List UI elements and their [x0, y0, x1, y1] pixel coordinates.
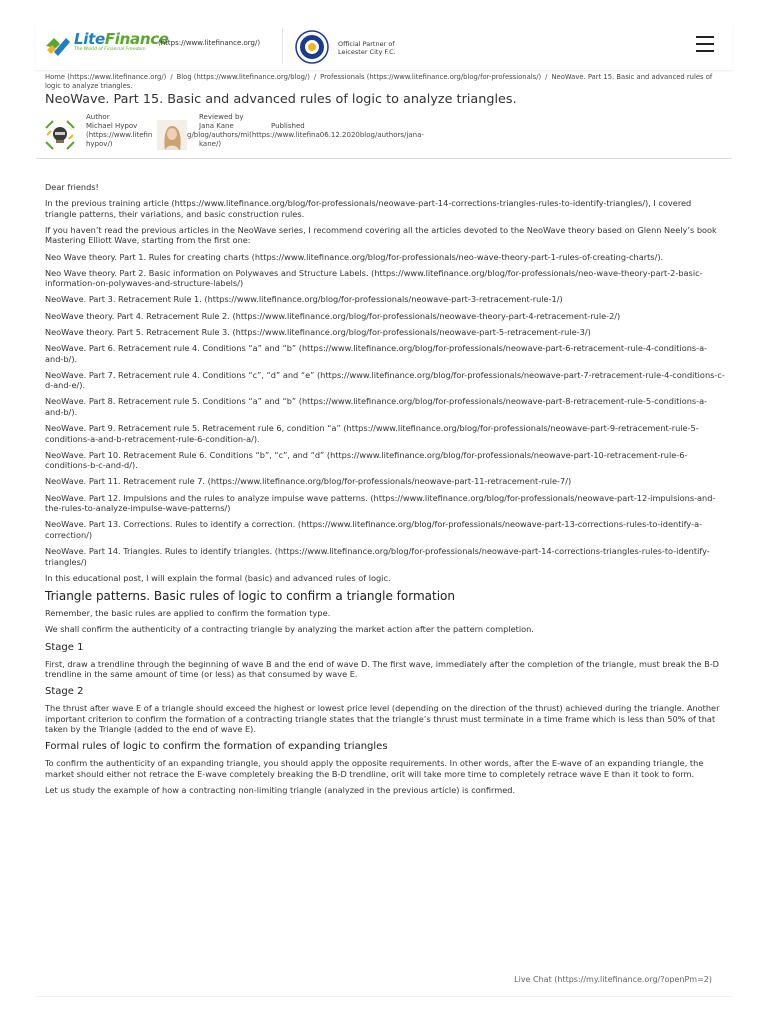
- breadcrumb-professionals[interactable]: Professionals (https://www.litefinance.org/blog/for-professionals/): [320, 73, 542, 81]
- author-avatar[interactable]: [45, 120, 75, 150]
- footer-divider: [36, 996, 732, 997]
- series-link-part-11[interactable]: NeoWave. Part 11. Retracement rule 7. (https://www.litefinance.org/blog/for-professionals/neowave-part-11-retracement-rule-7/): [45, 476, 572, 487]
- partner-text: [338, 40, 396, 56]
- published-label: Published: [271, 122, 305, 130]
- partner-line-1: Official Partner of: [338, 40, 395, 48]
- series-link-part-4[interactable]: NeoWave theory. Part 4. Retracement Rule 2. (https://www.litefinance.org/blog/for-professionals/neowave-theory-part-4-retracement-rule-2/): [45, 310, 621, 321]
- series-link-part-13[interactable]: NeoWave. Part 13. Corrections. Rules to identify a correction. (https://www.litefinance.org/blog/for-professionals/neowave-part-13-corrections-rules-to-identify-a-correction/): [45, 519, 703, 540]
- menu-icon[interactable]: [696, 36, 714, 52]
- series-link-part-10[interactable]: NeoWave. Part 10. Retracement Rule 6. Conditions “b”, “c”, and “d” (https://www.litefinance.org/blog/for-professionals/neowave-part-10-retracement-rule-6-conditions-b-c-and-d/).: [45, 449, 688, 471]
- paragraph-recommend: If you haven’t read the previous articles in the NeoWave series, I recommend covering all the articles devoted to the NeoWave theory based on Glenn Neely’s book Mastering Elliott Wave, starting from the first one:: [45, 224, 717, 246]
- author-link-part-1[interactable]: (https://www.litefin: [86, 131, 153, 139]
- partner-line-2: Leicester City F.C.: [338, 48, 396, 56]
- breadcrumb: Home (https://www.litefinance.org/) / Blog (https://www.litefinance.org/blog/) / Professionals (https://www.litefinance.org/blog/for-professionals/) / NeoWave. Part 15. Basic and advanced rules of logic to analyze triangles.: [45, 73, 713, 90]
- article-body: [45, 182, 725, 801]
- logo-tagline: The World of Financial Freedom: [74, 47, 146, 52]
- page-title: NeoWave. Part 15. Basic and advanced rules of logic to analyze triangles.: [45, 92, 517, 107]
- series-link-part-12[interactable]: NeoWave. Part 12. Impulsions and the rules to analyze impulse wave patterns. (https://www.litefinance.org/blog/for-professionals/neowave-part-12-impulsions-and-the-rules-to-analyze-impulse-wave-patterns/): [45, 492, 716, 514]
- site-header: [36, 24, 732, 70]
- reviewer-name[interactable]: Jana Kane: [199, 122, 234, 130]
- series-link-part-2[interactable]: Neo Wave theory. Part 2. Basic information on Polywaves and Structure Labels. (https://www.litefinance.org/blog/for-professionals/neo-wave-theory-part-2-basic-information-on-polywaves-and-structure-labels/): [45, 267, 703, 289]
- logo-url-link[interactable]: (https://www.litefinance.org/): [158, 39, 261, 47]
- series-link-part-5[interactable]: NeoWave theory. Part 5. Retracement Rule 3. (https://www.litefinance.org/blog/for-professionals/neowave-part-5-retracement-rule-3/): [45, 326, 591, 337]
- series-link-part-7[interactable]: NeoWave. Part 7. Retracement rule 4. Conditions “c”, “d” and “e” (https://www.litefinance.org/blog/for-professionals/neowave-part-7-retracement-rule-4-conditions-c-d-and-e/).: [45, 369, 725, 391]
- site-logo[interactable]: [44, 32, 169, 58]
- series-link-part-3[interactable]: NeoWave. Part 3. Retracement Rule 1. (https://www.litefinance.org/blog/for-professionals/neowave-part-3-retracement-rule-1/): [45, 294, 563, 305]
- author-label: Author: [86, 113, 110, 121]
- paragraph-confirm: We shall confirm the authenticity of a contracting triangle by analyzing the market action after the pattern completion.: [45, 624, 534, 635]
- paragraph-intro: Dear friends!: [45, 182, 99, 192]
- author-link-part-2[interactable]: hypov/): [86, 140, 113, 148]
- heading-stage-2: Stage 2: [45, 686, 84, 698]
- meta-divider: [36, 158, 732, 159]
- series-link-part-9[interactable]: NeoWave. Part 9. Retracement rule 5. Retracement rule 6, condition “a” (https://www.litefinance.org/blog/for-professionals/neowave-part-9-retracement-rule-5-conditions-a-and-b-retracement-rule-6-condition-a/).: [45, 423, 699, 444]
- reviewer-avatar[interactable]: [157, 120, 187, 150]
- paragraph-remember: Remember, the basic rules are applied to confirm the formation type.: [45, 608, 331, 619]
- series-link-part-8[interactable]: NeoWave. Part 8. Retracement rule 5. Conditions “a” and “b” (https://www.litefinance.org/blog/for-professionals/neowave-part-8-retracement-rule-5-conditions-a-and-b/).: [45, 396, 708, 417]
- breadcrumb-current: NeoWave. Part 15. Basic and advanced rules of logic to analyze triangles.: [45, 73, 713, 90]
- reviewer-label: Reviewed by: [199, 113, 244, 121]
- logo-name: [74, 32, 169, 47]
- heading-expanding-triangles: Formal rules of logic to confirm the formation of expanding triangles: [45, 741, 388, 753]
- series-link-part-14[interactable]: NeoWave. Part 14. Triangles. Rules to identify triangles. (https://www.litefinance.org/blog/for-professionals/neowave-part-14-corrections-triangles-rules-to-identify-triangles/): [45, 546, 710, 567]
- leicester-crest-icon[interactable]: [294, 30, 330, 68]
- paragraph-study: Let us study the example of how a contracting non-limiting triangle (analyzed in the previous article) is confirmed.: [45, 785, 516, 796]
- paragraph-stage-1: First, draw a trendline through the beginning of wave B and the end of wave D. The first wave, immediately after the completion of the triangle, must break the B-D trendline in the same amount of time (or less) as that consumed by wave E.: [45, 658, 719, 680]
- series-link-part-6[interactable]: NeoWave. Part 6. Retracement rule 4. Conditions “a” and “b” (https://www.litefinance.org/blog/for-professionals/neowave-part-6-retracement-rule-4-conditions-a-and-b/).: [45, 343, 708, 364]
- heading-stage-1: Stage 1: [45, 641, 84, 653]
- header-divider: [282, 28, 283, 64]
- author-link-overlap[interactable]: g/blog/authors/mi(https://www.litefina06.12.2020blog/authors/jana-: [187, 131, 424, 139]
- breadcrumb-blog[interactable]: Blog (https://www.litefinance.org/blog/): [176, 73, 310, 81]
- reviewer-link-part-2[interactable]: kane/): [199, 140, 222, 148]
- paragraph-expanding: To confirm the authenticity of an expanding triangle, you should apply the opposite requirements. In other words, after the E-wave of an expanding triangle, the market should either not retrace the E-wave completely breaking the B-D trendline, orit will take more time to completely retrace wave E than it took to form.: [45, 758, 704, 779]
- logo-name-part-2: Finance: [104, 30, 169, 48]
- series-link-part-1[interactable]: Neo Wave theory. Part 1. Rules for creating charts (https://www.litefinance.org/blog/for-professionals/neo-wave-theory-part-1-rules-of-creating-charts/).: [45, 251, 664, 262]
- paragraph-previous-article[interactable]: In the previous training article (https://www.litefinance.org/blog/for-professionals/neowave-part-14-corrections-triangles-rules-to-identify-triangles/), I covered triangle patterns, their variations, and basic construction rules.: [45, 198, 692, 219]
- paragraph-stage-2: The thrust after wave E of a triangle should exceed the highest or lowest price level (depending on the direction of the thrust) achieved during the triangle. Another important criterion to confirm the formation of a contracting triangle states that the triangle’s thrust must terminate in a time frame which is less than 50% of that taken by the Triangle (added to the end of wave E).: [45, 703, 720, 735]
- litefinance-logo-icon: [44, 32, 72, 58]
- breadcrumb-home[interactable]: Home (https://www.litefinance.org/): [45, 73, 167, 81]
- paragraph-this-post: In this educational post, I will explain the formal (basic) and advanced rules of logic.: [45, 572, 391, 583]
- logo-name-part-1: Lite: [74, 30, 105, 48]
- author-name[interactable]: Michael Hypov: [86, 122, 138, 130]
- live-chat-link[interactable]: Live Chat (https://my.litefinance.org/?openPm=2): [514, 975, 712, 984]
- heading-triangle-patterns: Triangle patterns. Basic rules of logic to confirm a triangle formation: [45, 589, 455, 604]
- article-meta: [45, 113, 745, 155]
